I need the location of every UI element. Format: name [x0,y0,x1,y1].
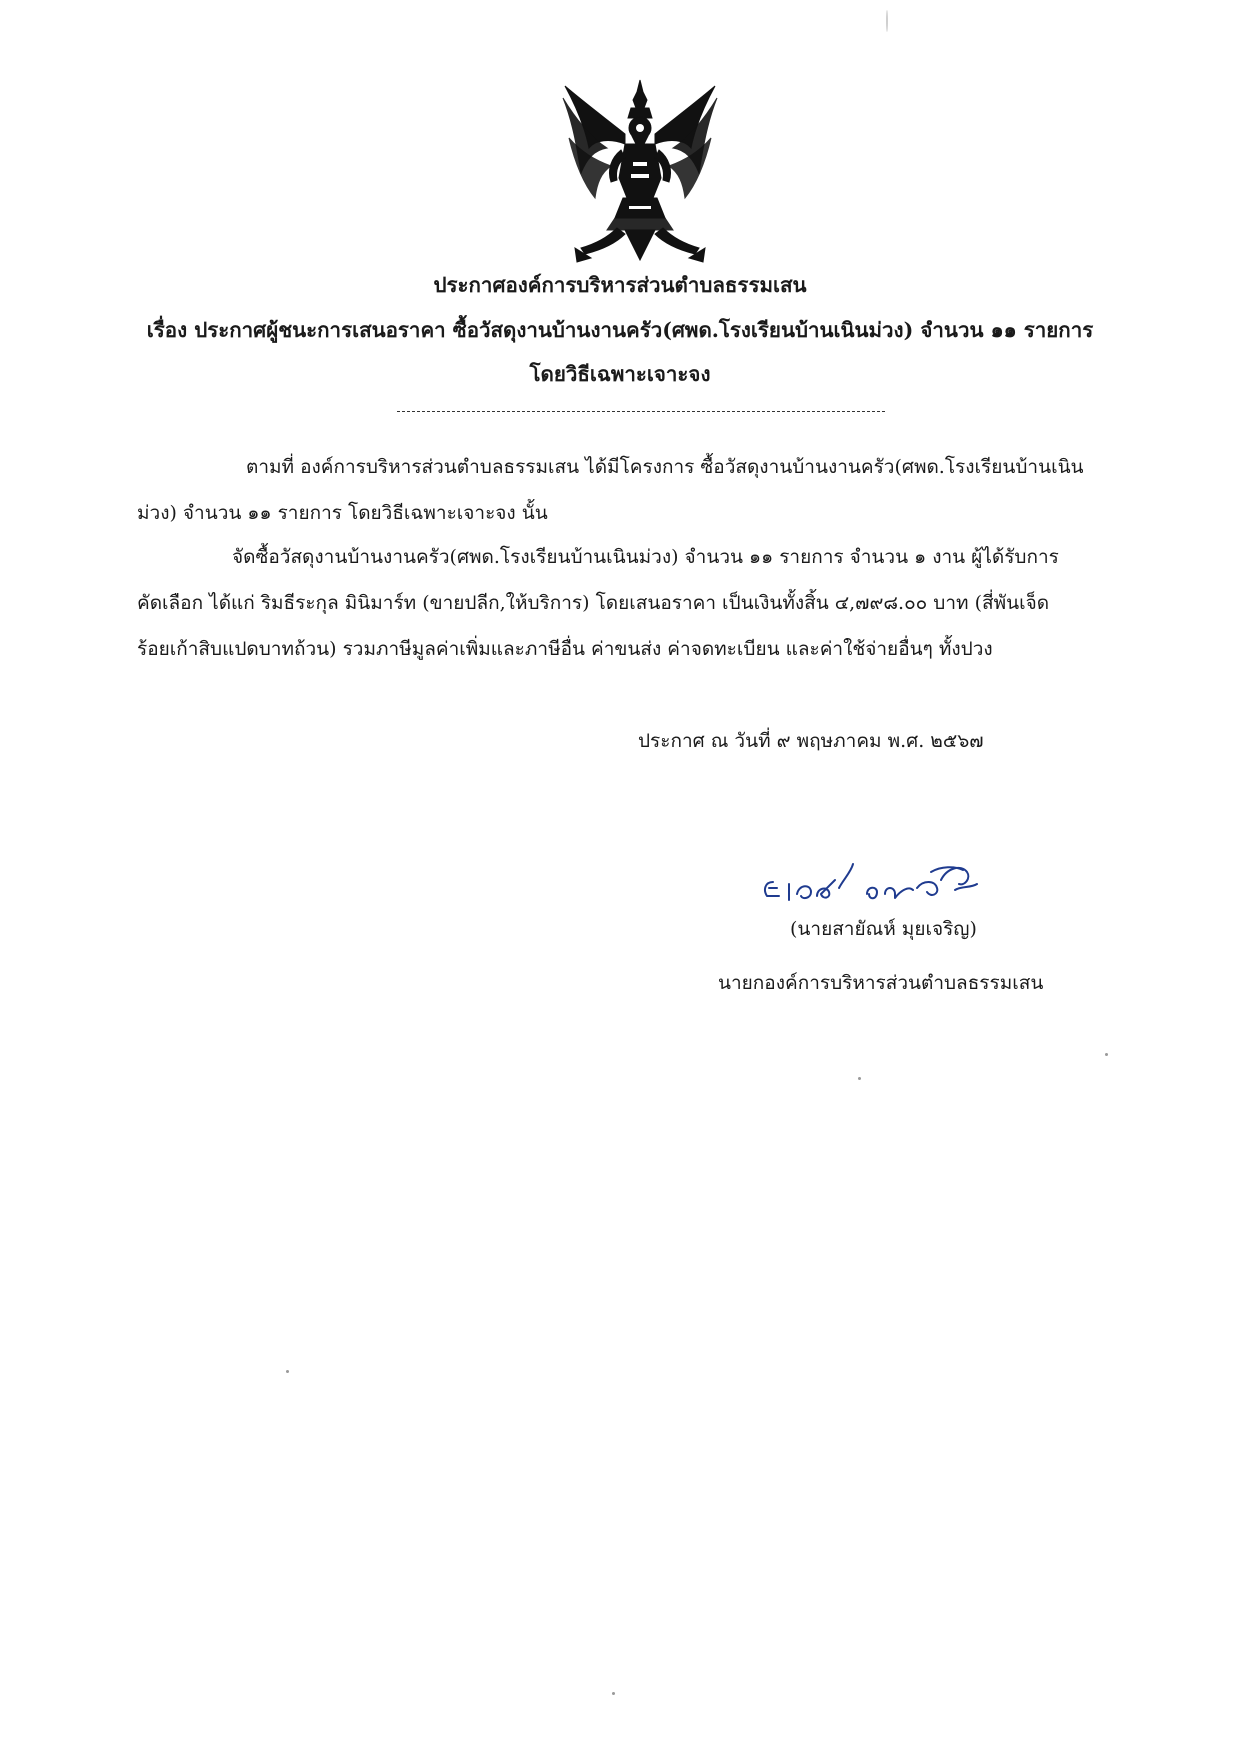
paragraph-1-line: ตามที่ องค์การบริหารส่วนตำบลธรรมเสน ได้มีโครงการ ซื้อวัสดุงานบ้านงานครัว(ศพด.โรงเรียนบ้านเนิน [246,456,1084,478]
document-subject: เรื่อง ประกาศผู้ชนะการเสนอราคา ซื้อวัสดุงานบ้านงานครัว(ศพด.โรงเรียนบ้านเนินม่วง) จำนวน ๑๑ รายการ [146,318,1094,342]
paragraph-1-line: ม่วง) จำนวน ๑๑ รายการ โดยวิธีเฉพาะเจาะจง นั้น [137,502,548,524]
document-heading: ประกาศองค์การบริหารส่วนตำบลธรรมเสน [433,273,807,297]
paragraph-2-line: จัดซื้อวัสดุงานบ้านงานครัว(ศพด.โรงเรียนบ้านเนินม่วง) จำนวน ๑๑ รายการ จำนวน ๑ งาน ผู้ได้รับการ [232,546,1059,568]
document-method: โดยวิธีเฉพาะเจาะจง [529,362,711,386]
announcement-date: ประกาศ ณ วันที่ ๙ พฤษภาคม พ.ศ. ๒๕๖๗ [638,730,984,752]
heading-divider [397,411,885,412]
scan-speck [286,1370,289,1373]
scan-speck [612,1692,615,1695]
signer-title: นายกองค์การบริหารส่วนตำบลธรรมเสน [718,972,1044,994]
garuda-emblem-icon [555,78,725,263]
scan-speck [1105,1053,1108,1056]
paragraph-2-line: คัดเลือก ได้แก่ ริมธีระกุล มินิมาร์ท (ขายปลีก,ให้บริการ) โดยเสนอราคา เป็นเงินทั้งสิ้น ๔,๗๙๘.๐๐ บาท (สี่พันเจ็ด [137,592,1050,614]
scan-speck [886,10,888,32]
scan-speck [858,1077,861,1080]
paragraph-2-line: ร้อยเก้าสิบแปดบาทถ้วน) รวมภาษีมูลค่าเพิ่มและภาษีอื่น ค่าขนส่ง ค่าจดทะเบียน และค่าใช้จ่ายอื่นๆ ทั้งปวง [137,638,993,660]
signer-name: (นายสายัณห์ มุยเจริญ) [790,918,977,940]
handwritten-signature [755,850,1005,910]
